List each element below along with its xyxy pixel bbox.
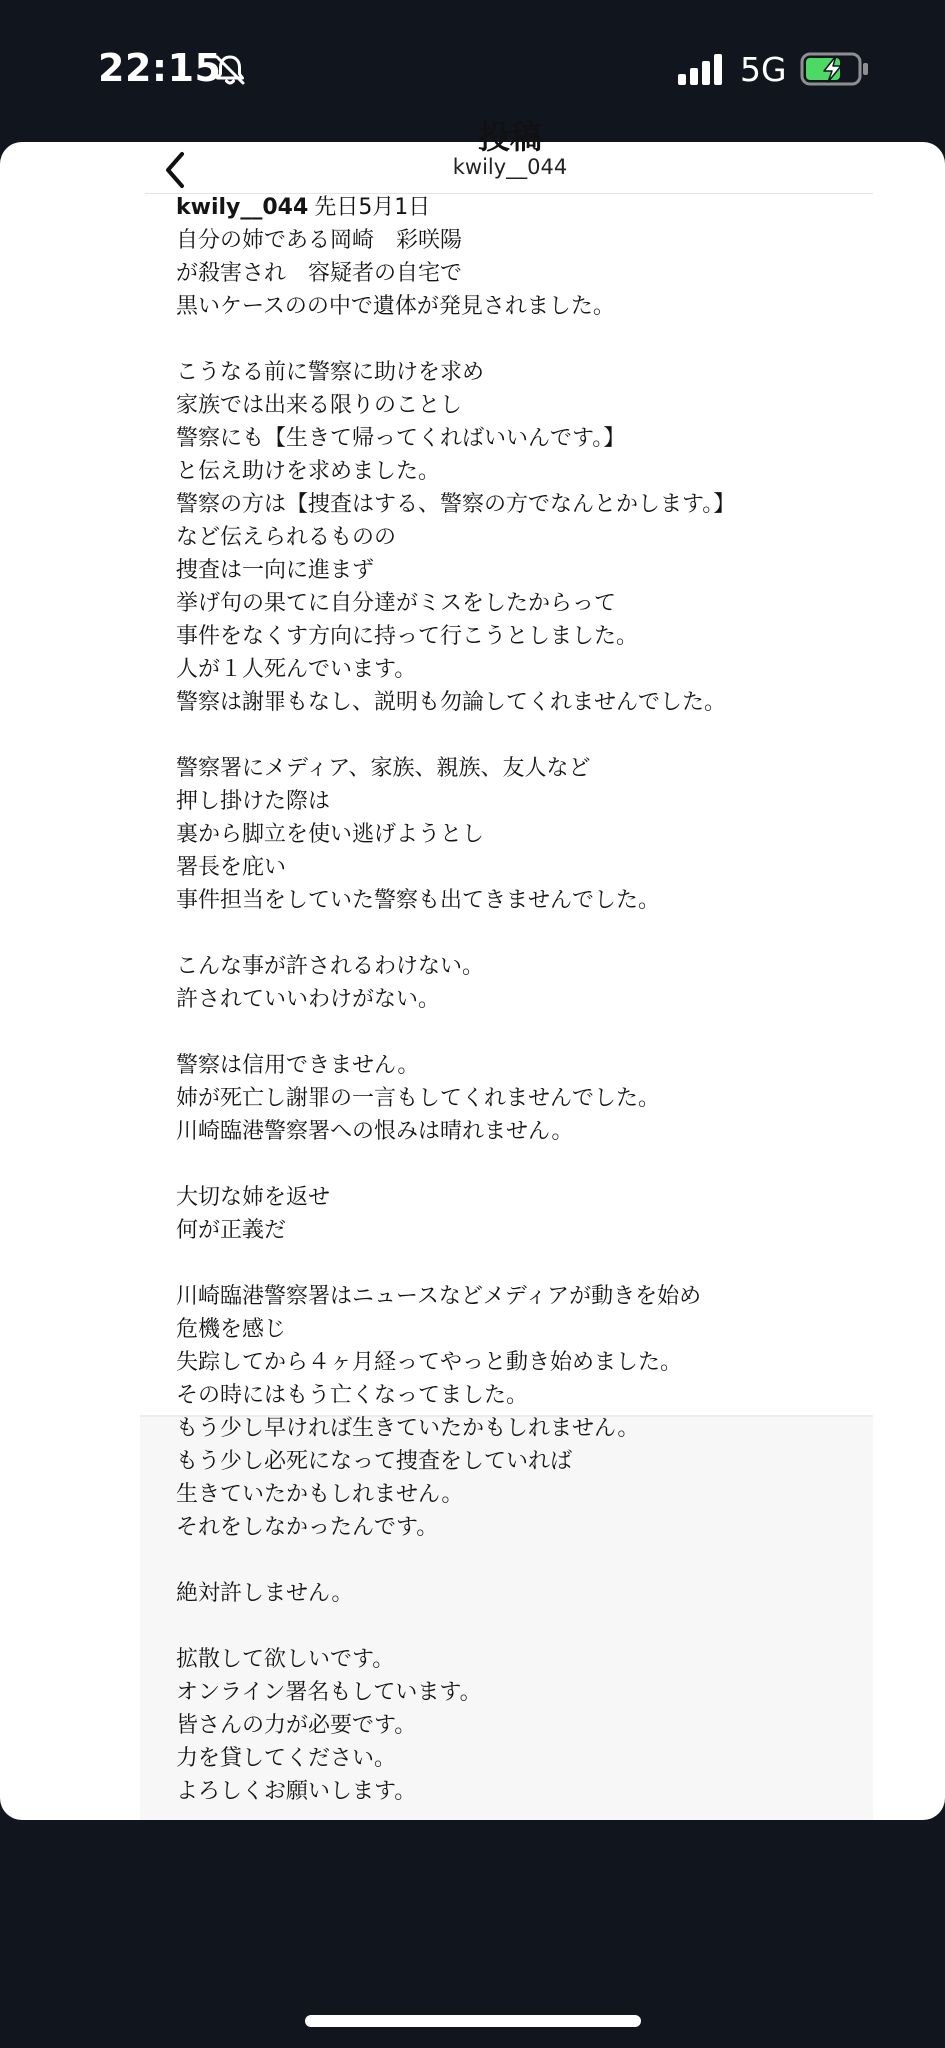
post-line: 失踪してから４ヶ月経ってやっと動き始めました。 — [176, 1350, 683, 1375]
content-card — [0, 118, 945, 1820]
post-line: 川崎臨港警察署への恨みは晴れません。 — [176, 1119, 574, 1144]
post-line: 押し掛けた際は — [176, 789, 331, 814]
post-lines — [176, 224, 866, 1808]
post-line: 挙げ句の果てに自分達がミスをしたからって — [176, 591, 617, 616]
post-line: よろしくお願いします。 — [176, 1779, 417, 1804]
network-type-label: 5G — [740, 50, 787, 89]
post-line: 事件をなくす方向に持って行こうとしました。 — [176, 624, 639, 649]
post-line: 捜査は一向に進まず — [176, 558, 375, 583]
post-line: 署長を庇い — [176, 855, 287, 880]
home-indicator — [305, 2015, 641, 2027]
post-line: 自分の姉である岡崎 彩咲陽 — [176, 228, 463, 253]
post-line: オンライン署名もしています。 — [176, 1680, 482, 1705]
post-line: 力を貸してください。 — [176, 1746, 397, 1771]
post-line: 警察署にメディア、家族、親族、友人など — [176, 756, 591, 781]
bell-slash-icon — [212, 52, 248, 88]
post-line: 大切な姉を返せ — [176, 1185, 331, 1210]
post-line: 警察にも【生きて帰ってくればいいんです。】 — [176, 426, 626, 451]
post-line: 拡散して欲しいです。 — [176, 1647, 395, 1672]
header-username[interactable]: kwily__044 — [452, 155, 568, 179]
post-line: それをしなかったんです。 — [176, 1515, 439, 1540]
post-line: その時にはもう亡くなってました。 — [176, 1383, 529, 1408]
post-line: もう少し早ければ生きていたかもしれません。 — [176, 1416, 640, 1441]
post-line: こうなる前に警察に助けを求め — [176, 360, 485, 385]
post-line: 絶対許しません。 — [176, 1581, 354, 1606]
post-line: が殺害され 容疑者の自宅で — [176, 261, 463, 286]
post-line: 皆さんの力が必要です。 — [176, 1713, 417, 1738]
post-line: 人が１人死んでいます。 — [176, 657, 417, 682]
post-body — [176, 191, 866, 1808]
post-first-line — [176, 191, 866, 224]
post-line-blank — [176, 719, 866, 752]
post-line-blank — [176, 1544, 866, 1577]
post-line: 許されていいわけがない。 — [176, 987, 441, 1012]
battery-charging-icon — [800, 52, 872, 86]
signal-icon — [676, 52, 726, 86]
post-line-blank — [176, 1016, 866, 1049]
post-line: 生きていたかもしれません。 — [176, 1482, 464, 1507]
post-line: こんな事が許されるわけない。 — [176, 954, 485, 979]
post-line-blank — [176, 917, 866, 950]
post-line: 何が正義だ — [176, 1218, 287, 1243]
post-line-blank — [176, 323, 866, 356]
status-time: 22:15 — [98, 46, 222, 90]
post-line: 危機を感じ — [176, 1317, 287, 1342]
post-line: と伝え助けを求めました。 — [176, 459, 441, 484]
post-line-blank — [176, 1610, 866, 1643]
post-line: もう少し必死になって捜査をしていれば — [176, 1449, 573, 1474]
post-line-blank — [176, 1148, 866, 1181]
post-first-line-text: 先日5月1日 — [314, 195, 431, 220]
post-line: 黒いケースのの中で遺体が発見されました。 — [176, 294, 615, 319]
post-line: 川崎臨港警察署はニュースなどメディアが動きを始め — [176, 1284, 702, 1309]
post-line-blank — [176, 1247, 866, 1280]
post-line: など伝えられるものの — [176, 525, 397, 550]
post-line: 裏から脚立を使い逃げようとし — [176, 822, 485, 847]
post-line: 警察は信用できません。 — [176, 1053, 420, 1078]
post-author[interactable]: kwily__044 — [176, 195, 309, 220]
post-line: 姉が死亡し謝罪の一言もしてくれませんでした。 — [176, 1086, 661, 1111]
header-title: 投稿 — [477, 118, 542, 156]
post-line: 警察の方は【捜査はする、警察の方でなんとかします。】 — [176, 492, 736, 517]
chevron-left-icon — [162, 150, 188, 190]
post-line: 家族では出来る限りのことし — [176, 393, 463, 418]
post-line: 事件担当をしていた警察も出てきませんでした。 — [176, 888, 661, 913]
post-line: 警察は謝罪もなし、説明も勿論してくれませんでした。 — [176, 690, 727, 715]
